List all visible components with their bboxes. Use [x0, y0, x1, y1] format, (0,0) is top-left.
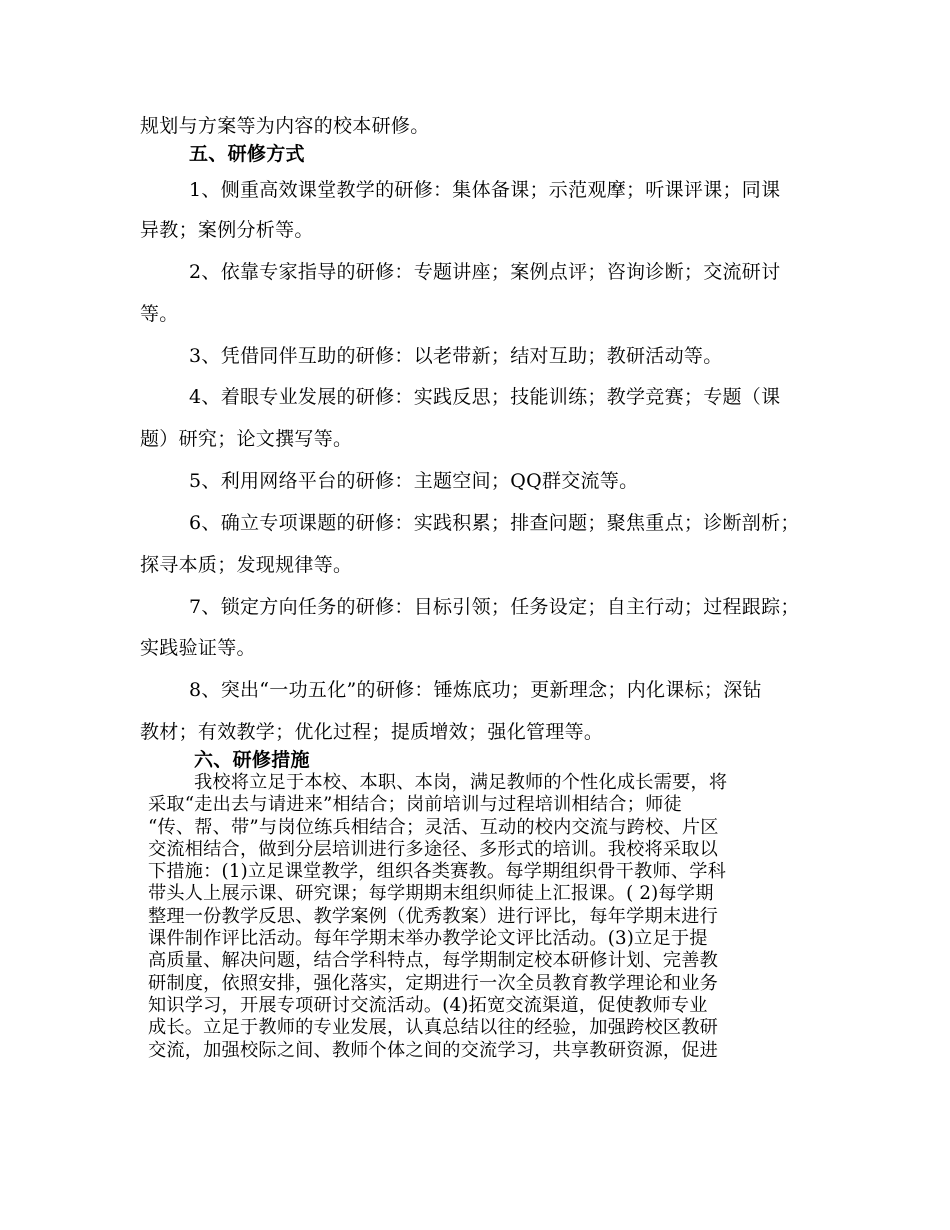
paragraph-line: 课件制作评比活动。每年学期末举办教学论文评比活动。(3)立足于提	[148, 928, 708, 950]
item-2-line-2: 等。	[140, 303, 179, 325]
paragraph-line: 知识学习，开展专项研讨交流活动。(4)拓宽交流渠道，促使教师专业	[148, 994, 708, 1016]
item-4-line-2: 题）研究；论文撰写等。	[140, 428, 353, 450]
section-6-heading: 六、研修措施	[194, 749, 310, 771]
item-6-line-1: 6、确立专项课题的研修：实践积累；排查问题；聚焦重点；诊断剖析；	[189, 512, 800, 534]
paragraph-line: “传、帮、带”与岗位练兵相结合；灵活、互动的校内交流与跨校、片区	[148, 816, 719, 838]
item-3-line-1: 3、凭借同伴互助的研修：以老带新；结对互助；教研活动等。	[189, 345, 723, 367]
item-7-line-2: 实践验证等。	[140, 637, 256, 659]
item-2-line-1: 2、依靠专家指导的研修：专题讲座；案例点评；咨询诊断；交流研讨	[189, 261, 781, 283]
item-5-line-1: 5、利用网络平台的研修：主题空间；QQ群交流等。	[189, 470, 639, 492]
paragraph-line: 研制度，依照安排，强化落实，定期进行一次全员教育教学理论和业务	[148, 972, 719, 994]
item-1-line-2: 异教；案例分析等。	[140, 219, 314, 241]
continuation-line: 规划与方案等为内容的校本研修。	[140, 115, 430, 137]
measures-paragraph	[148, 772, 816, 1062]
paragraph-line: 成长。立足于教师的专业发展，认真总结以往的经验，加强跨校区教研	[148, 1017, 719, 1039]
paragraph-line: 我校将立足于本校、本职、本岗，满足教师的个性化成长需要，将	[194, 772, 728, 793]
paragraph-line: 高质量、解决问题，结合学科特点，每学期制定校本研修计划、完善教	[148, 950, 719, 972]
paragraph-line: 交流，加强校际之间、教师个体之间的交流学习，共享教研资源，促进	[148, 1039, 719, 1061]
paragraph-line: 下措施：(1)立足课堂教学，组织各类赛教。每学期组织骨干教师、学科	[148, 861, 726, 883]
paragraph-line: 带头人上展示课、研究课；每学期期末组织师徒上汇报课。( 2)每学期	[148, 883, 714, 905]
item-6-line-2: 探寻本质；发现规律等。	[140, 554, 353, 576]
paragraph-line: 采取“走出去与请进来”相结合；岗前培训与过程培训相结合；师徒	[148, 794, 682, 816]
item-1-line-1: 1、侧重高效课堂教学的研修：集体备课；示范观摩；听课评课；同课	[189, 179, 781, 201]
item-8-line-2: 教材；有效教学；优化过程；提质增效；强化管理等。	[140, 721, 604, 743]
item-7-line-1: 7、锁定方向任务的研修：目标引领；任务设定；自主行动；过程跟踪；	[189, 596, 800, 618]
section-5-heading: 五、研修方式	[189, 143, 305, 165]
item-4-line-1: 4、着眼专业发展的研修：实践反思；技能训练；教学竞赛；专题（课	[189, 386, 781, 408]
paragraph-line: 整理一份教学反思、教学案例（优秀教案）进行评比，每年学期末进行	[148, 905, 719, 927]
paragraph-line: 交流相结合，做到分层培训进行多途径、多形式的培训。我校将采取以	[148, 838, 719, 860]
item-8-line-1: 8、突出“一功五化”的研修：锤炼底功；更新理念；内化课标；深钻	[189, 679, 762, 701]
